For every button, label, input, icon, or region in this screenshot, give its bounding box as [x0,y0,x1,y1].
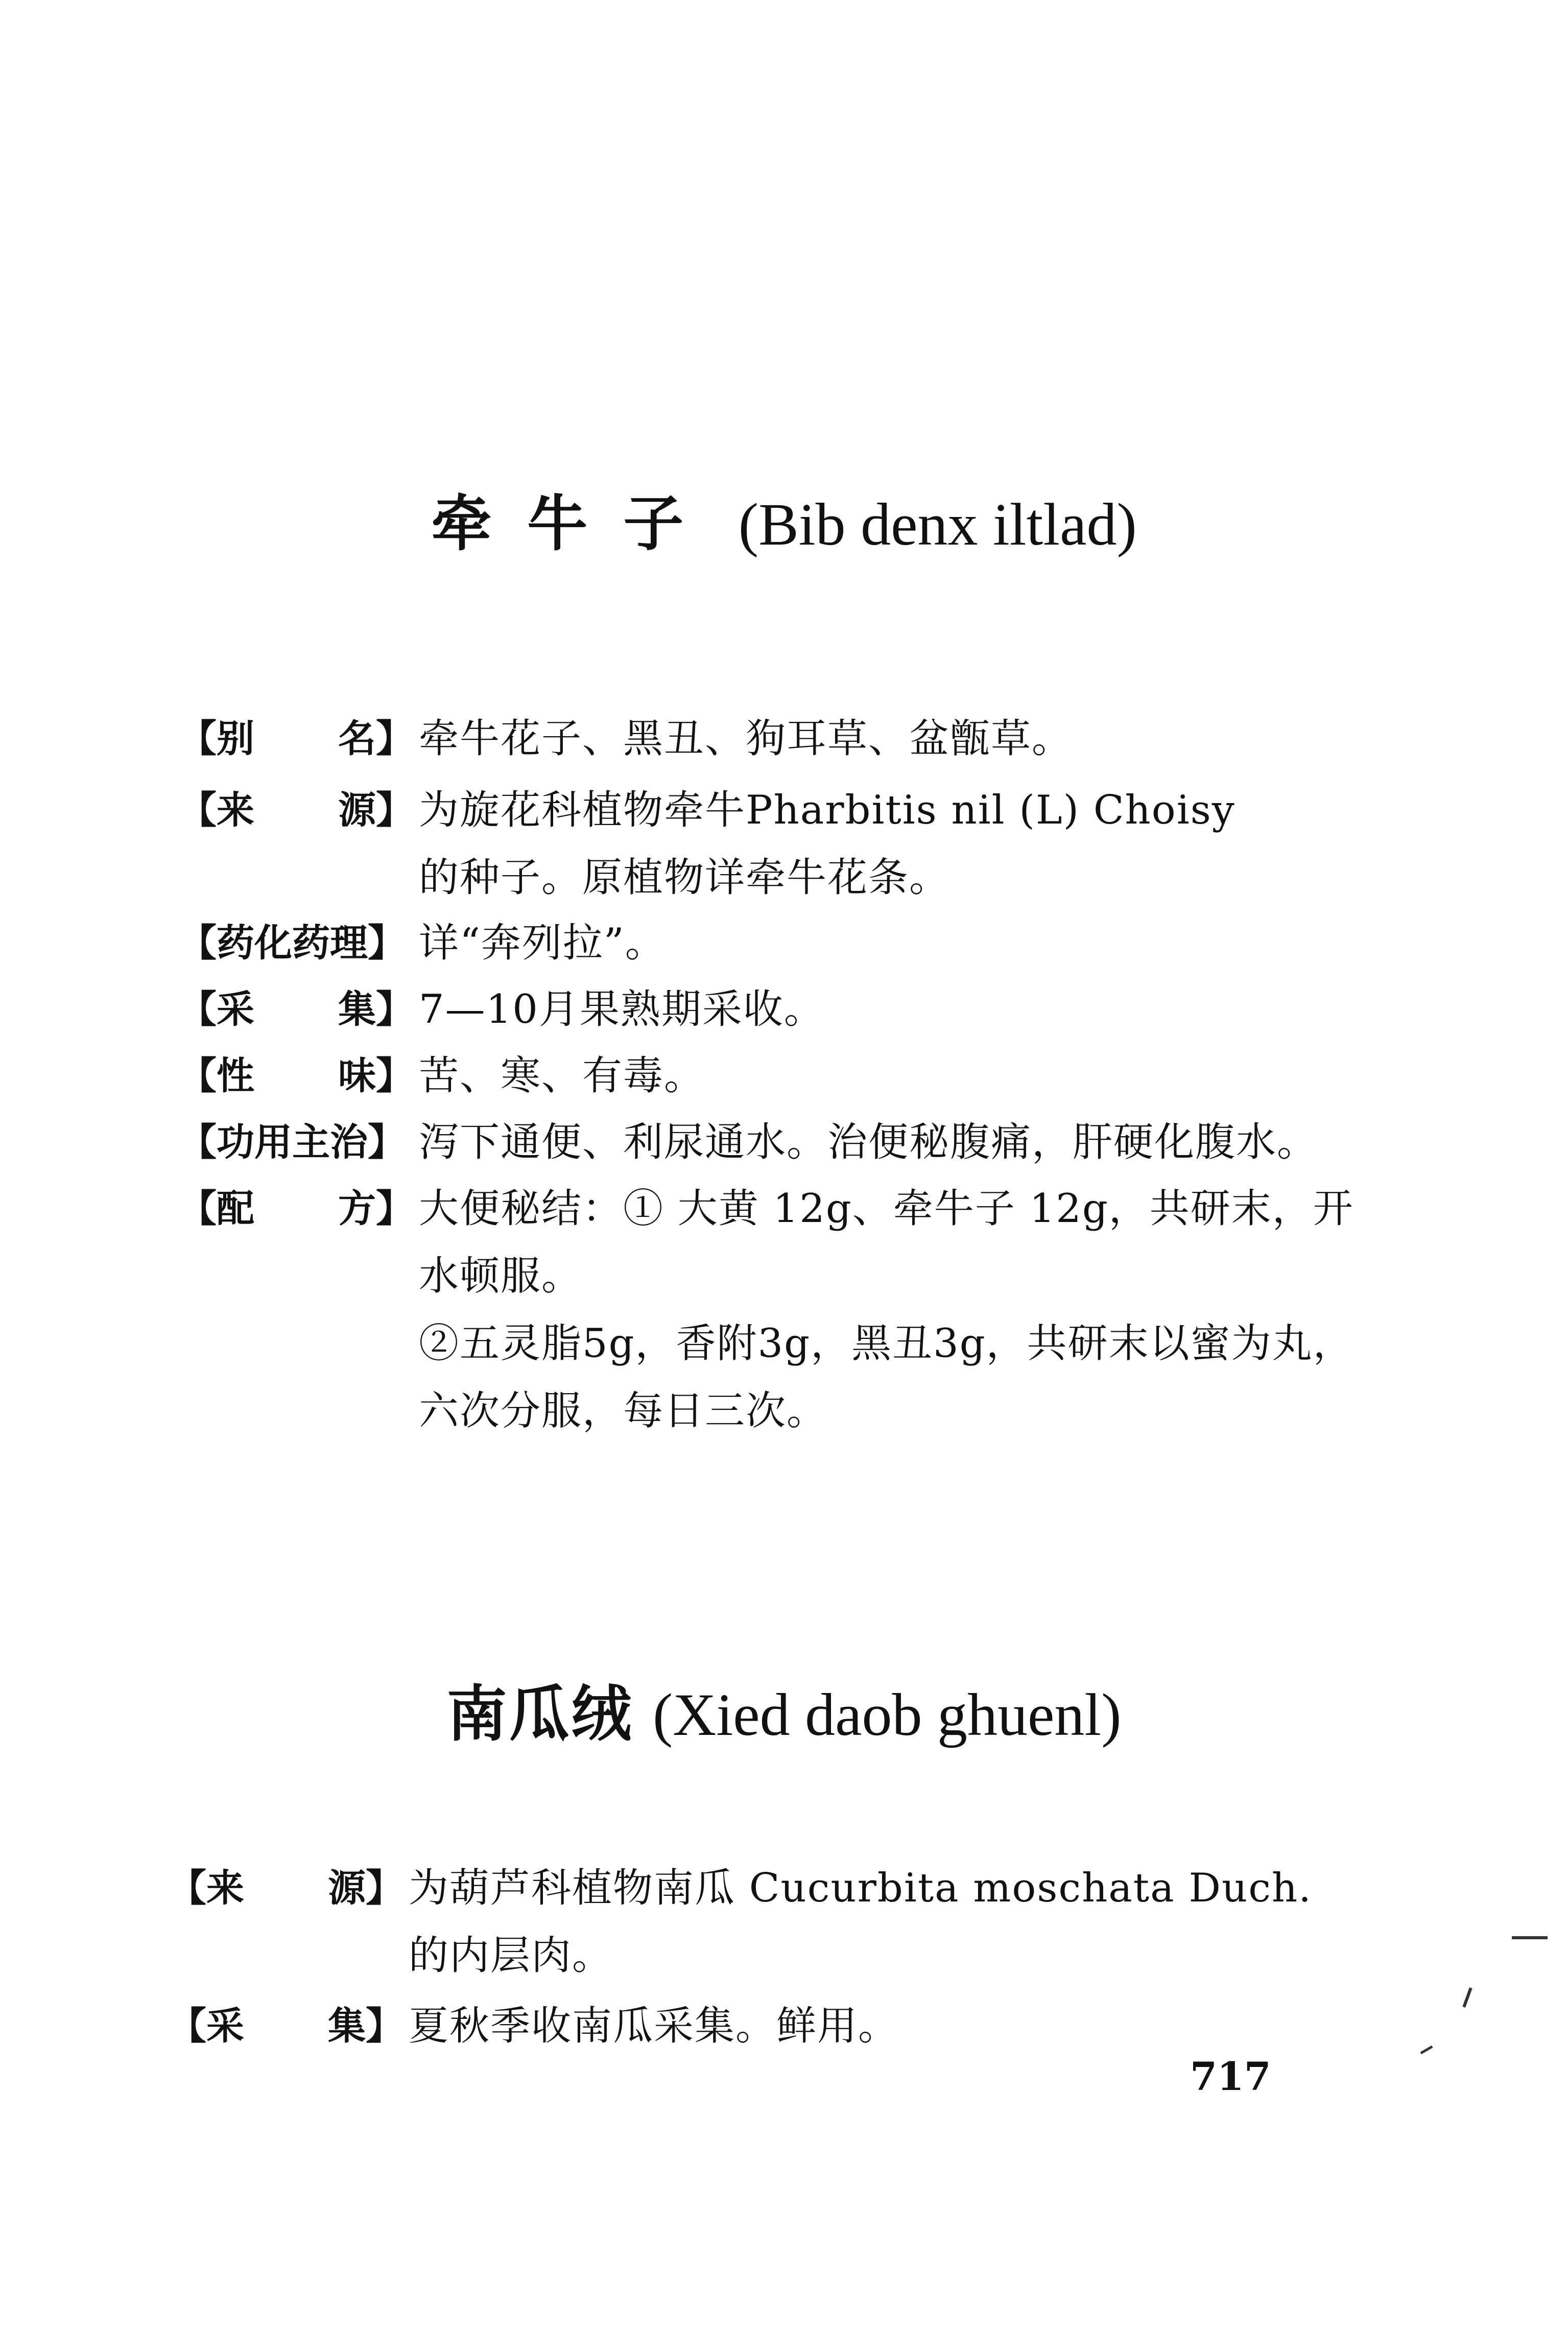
title-pinyin: (Xied daob ghuenl) [653,1681,1122,1748]
entry-label: 【来 源】 [179,788,414,832]
entry-label: 【功用主治】 [179,1120,406,1164]
entry-content: 大便秘结：① 大黄 12g、牵牛子 12g，共研末，开 水顿服。 ②五灵脂5g，香附3g，黑丑3g，共研末以蜜为丸， 六次分服，每日三次。 [419,1186,1354,1434]
entry-content: 牵牛花子、黑丑、狗耳草、盆甑草。 [419,716,1073,762]
entry-label: 【配 方】 [179,1187,414,1231]
entry-content: 为旋花科植物牵牛Pharbitis nil (L) Choisy 的种子。原植物详牵牛花条。 [419,787,1236,901]
entry-source [169,1854,1384,1989]
entry-pharmacology [179,909,1394,977]
entry-collection [179,976,1394,1043]
title-chinese: 南瓜绒 [446,1679,634,1749]
entry-label: 【采 集】 [169,2004,403,2048]
entry-content: 7—10月果熟期采收。 [419,986,825,1032]
entry-content: 泻下通便、利尿通水。治便秘腹痛，肝硬化腹水。 [419,1119,1318,1165]
entry-collection [169,1992,1384,2060]
entry-content: 为葫芦科植物南瓜 Cucurbita moschata Duch. 的内层肉。 [409,1865,1312,1979]
entry-function [179,1109,1394,1176]
entry-content: 夏秋季收南瓜采集。鲜用。 [409,2003,899,2049]
entry-nature-taste [179,1042,1394,1110]
entry-content: 苦、寒、有毒。 [419,1053,705,1099]
entry-alias [179,705,1394,772]
entry-label: 【别 名】 [179,717,414,761]
entry-label: 【采 集】 [179,988,414,1031]
section-title-1 [0,485,1568,563]
title-chinese: 牵牛子 [431,488,720,559]
title-pinyin: (Bib denx iltlad) [738,491,1137,558]
scan-mark [1420,2046,1433,2054]
section-title-2 [0,1676,1568,1753]
scan-mark [1462,1987,1472,2008]
page-number: 717 [1190,2054,1271,2099]
entry-label: 【性 味】 [179,1054,414,1098]
entry-content: 详“奔列拉”。 [419,920,666,966]
entry-label: 【来 源】 [169,1866,403,1910]
entry-prescription [179,1175,1394,1445]
scan-mark [1512,1936,1548,1939]
entry-label: 【药化药理】 [179,921,406,965]
entry-source [179,777,1394,911]
